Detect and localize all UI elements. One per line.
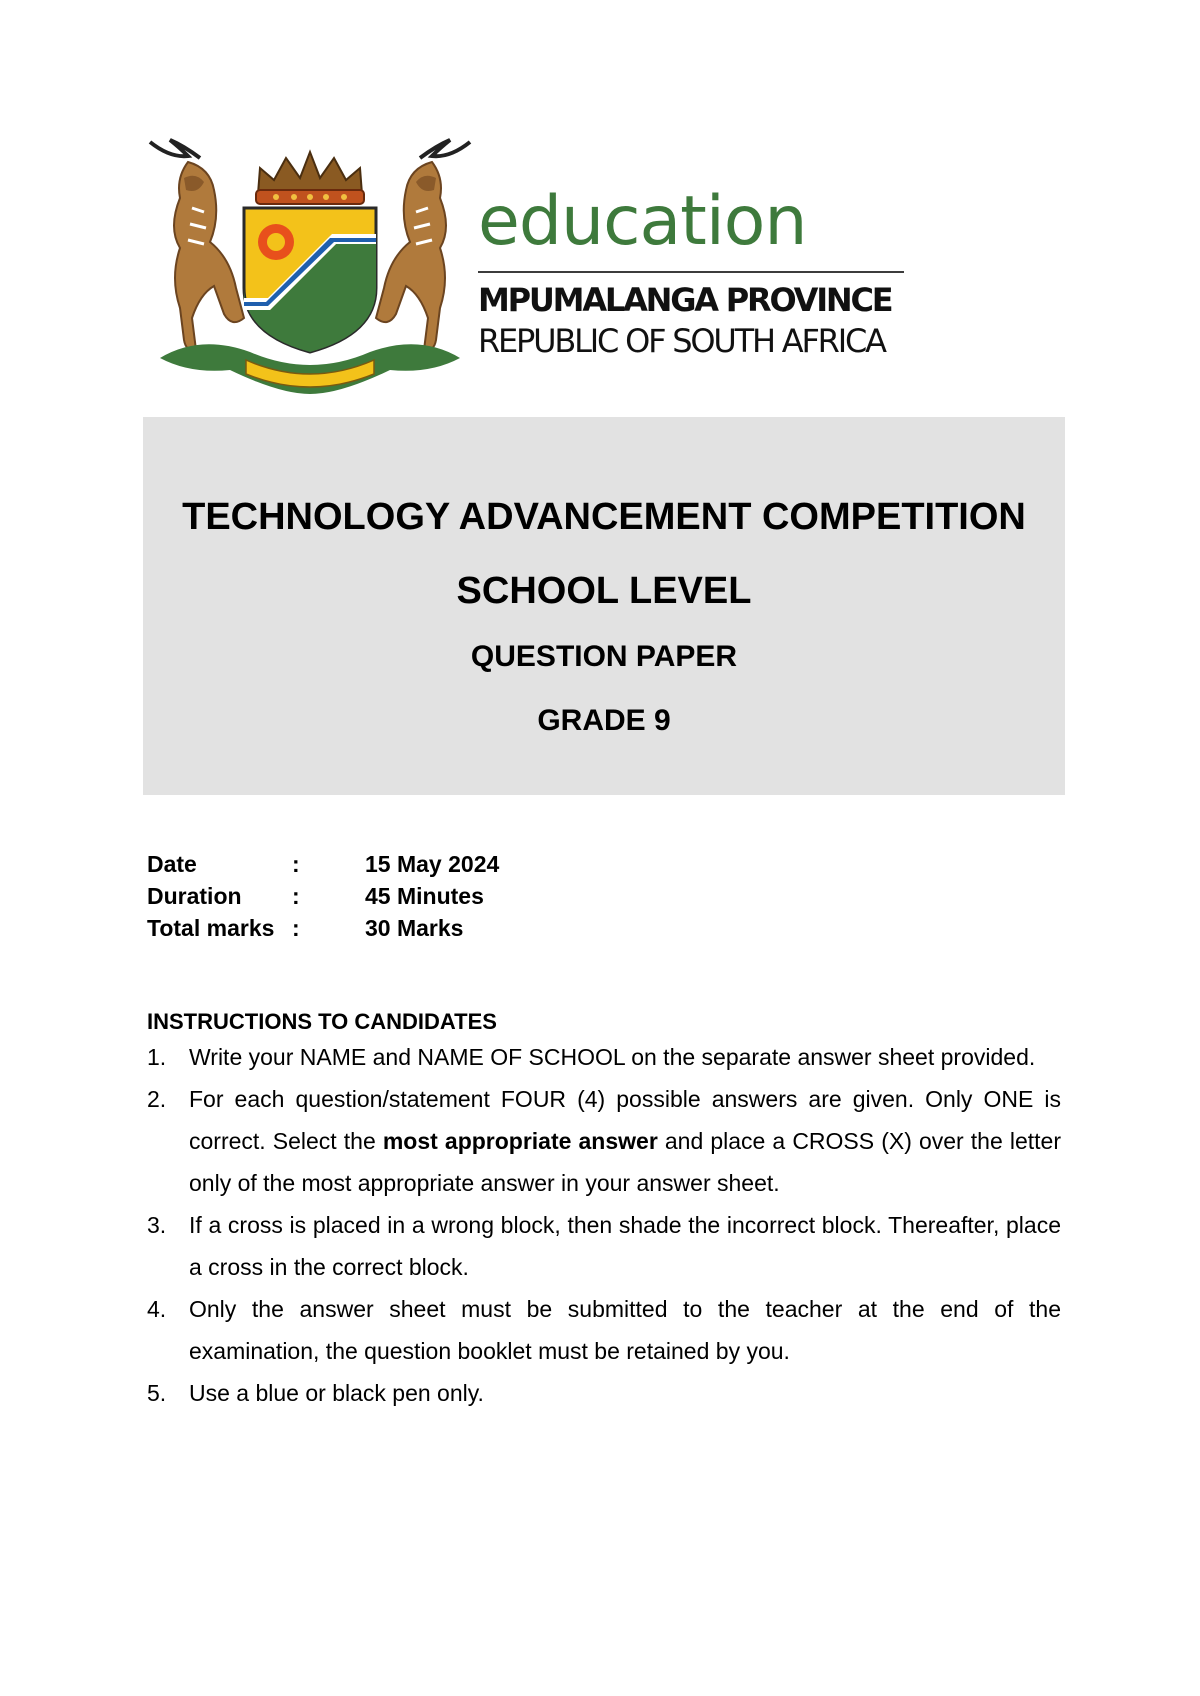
title-box bbox=[143, 417, 1065, 795]
instruction-item bbox=[147, 1036, 1061, 1078]
instruction-item bbox=[147, 1204, 1061, 1288]
info-label: Duration bbox=[147, 883, 242, 909]
info-colon: : bbox=[292, 915, 300, 941]
instruction-text: Use a blue or black pen only. bbox=[189, 1380, 484, 1406]
instruction-number: 4. bbox=[147, 1296, 167, 1322]
grade-label: GRADE 9 bbox=[537, 704, 671, 737]
crown bbox=[256, 152, 364, 204]
instruction-number: 1. bbox=[147, 1044, 167, 1070]
info-value: 15 May 2024 bbox=[365, 851, 500, 877]
instruction-emphasis: most appropriate answer bbox=[382, 1128, 658, 1154]
info-value: 45 Minutes bbox=[365, 883, 484, 909]
instructions-heading: INSTRUCTIONS TO CANDIDATES bbox=[147, 1009, 497, 1034]
instructions-list bbox=[147, 1036, 1061, 1414]
instruction-text: If a cross is placed in a wrong block, then shade the incorrect block. Thereafter, place a cross in the correct block. bbox=[189, 1212, 1061, 1280]
competition-title: TECHNOLOGY ADVANCEMENT COMPETITION bbox=[182, 496, 1026, 538]
paper-type: QUESTION PAPER bbox=[470, 640, 738, 673]
left-kudu-supporter bbox=[150, 140, 244, 350]
info-colon: : bbox=[292, 851, 300, 877]
brand-country: REPUBLIC OF SOUTH AFRICA bbox=[478, 322, 885, 360]
info-label: Date bbox=[147, 851, 197, 877]
level-title: SCHOOL LEVEL bbox=[456, 570, 752, 612]
info-label: Total marks bbox=[147, 915, 275, 941]
instruction-text: Write your NAME and NAME OF SCHOOL on the separate answer sheet provided. bbox=[189, 1044, 1036, 1070]
instruction-text: For each question/statement FOUR (4) possible answers are given. Only ONE is correct. Select the most appropriate answer and place a CROSS (X) over the letter only of the most appropriate answer in your answer sheet. bbox=[189, 1086, 1061, 1196]
instruction-number: 5. bbox=[147, 1380, 167, 1406]
instruction-text: Only the answer sheet must be submitted to the teacher at the end of the examination, the question booklet must be retained by you. bbox=[189, 1296, 1061, 1364]
instruction-item bbox=[147, 1372, 1061, 1414]
instruction-item bbox=[147, 1288, 1061, 1372]
instruction-number: 2. bbox=[147, 1086, 167, 1112]
info-colon: : bbox=[292, 883, 300, 909]
coat-of-arms-logo bbox=[140, 138, 480, 398]
brand-education-wordmark: education bbox=[478, 182, 807, 261]
shield bbox=[244, 208, 376, 352]
instruction-number: 3. bbox=[147, 1212, 167, 1238]
info-value: 30 Marks bbox=[365, 915, 464, 941]
brand-province: MPUMALANGA PROVINCE bbox=[478, 281, 892, 319]
brand-divider bbox=[478, 271, 904, 273]
instruction-item bbox=[147, 1078, 1061, 1204]
right-kudu-supporter bbox=[376, 140, 470, 350]
